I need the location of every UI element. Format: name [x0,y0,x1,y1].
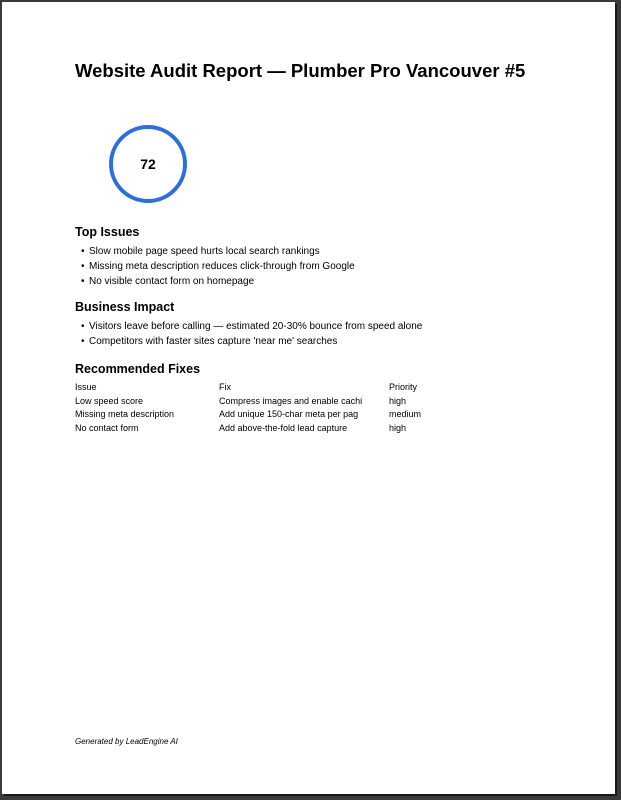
table-row [75,395,449,409]
top-issues-list [75,244,355,289]
business-impact-heading: Business Impact [75,300,175,314]
fix-cell [219,408,389,422]
column-header-issue: Issue [75,382,97,392]
recommended-fixes-heading: Recommended Fixes [75,362,201,376]
issue-cell: Missing meta description [75,409,175,419]
table-row [75,408,449,422]
score-ring [109,125,187,203]
report-page [2,2,615,794]
top-issues-heading: Top Issues [75,225,140,239]
list-item: • Missing meta description reduces click-through from Google [75,259,355,274]
footer-generated-by: Generated by LeadEngine AI [75,737,178,746]
fix-cell [219,395,389,409]
priority-cell: high [389,422,407,433]
fix-text: Add unique 150-char meta per pag [219,409,359,419]
issue-cell: Low speed score [75,395,144,406]
business-impact-list [75,319,422,349]
priority-cell: medium [389,409,422,419]
list-item: • Slow mobile page speed hurts local search rankings [75,244,355,259]
fix-text: Compress images and enable cachi [219,395,363,406]
list-item: • Competitors with faster sites capture 'near me' searches [75,334,422,349]
report-title: Website Audit Report — Plumber Pro Vancouver #5 [75,60,526,81]
table-header-row [75,381,449,395]
table-row [75,422,449,436]
score-value: 72 [140,156,156,172]
fix-text: Add above-the-fold lead capture [219,422,348,433]
column-header-fix: Fix [219,382,231,392]
priority-cell: high [389,395,407,406]
list-item: • No visible contact form on homepage [75,274,355,289]
fix-cell [219,422,389,436]
column-header-priority: Priority [389,382,418,392]
issue-cell: No contact form [75,422,139,433]
fixes-table [75,381,449,435]
list-item: • Visitors leave before calling — estimated 20-30% bounce from speed alone [75,319,422,334]
